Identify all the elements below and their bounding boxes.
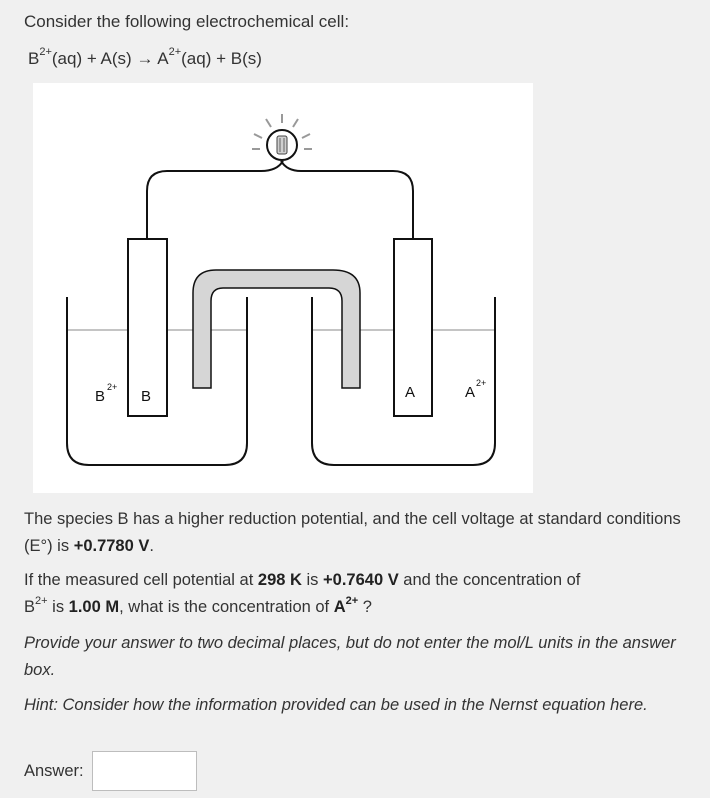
question-intro: Consider the following electrochemical cell: [24, 12, 350, 31]
left-wire [147, 161, 283, 239]
cell-diagram-svg [33, 83, 533, 493]
instruction-text: Provide your answer to two decimal places, but do not enter the mol/L units in the answer box. [24, 634, 676, 679]
hint-text: Hint: Consider how the information provided can be used in the Nernst equation here. [24, 696, 648, 714]
ion-a-charge: 2+ [345, 594, 359, 607]
electrode-b-label: B [141, 388, 152, 405]
paragraph-text: If the measured cell potential at [24, 571, 258, 589]
equation-superscript: 2+ [168, 46, 182, 59]
ion-a-symbol: A [333, 598, 346, 616]
cell-equation [28, 46, 262, 69]
standard-potential-value: +0.7780 V [73, 537, 150, 555]
equation-part: (aq) + A(s) → A [51, 49, 169, 68]
right-ion-charge: 2+ [476, 378, 487, 388]
paragraph-text: , what is the concentration of [119, 598, 334, 616]
ion-b-charge: 2+ [35, 594, 48, 607]
paragraph-text: ? [358, 598, 372, 616]
right-ion-label: A [465, 384, 476, 401]
paragraph-text: . [149, 537, 154, 555]
left-ion-label: B [95, 388, 106, 405]
right-wire [281, 161, 413, 239]
light-bulb-icon [252, 114, 312, 160]
left-ion-charge: 2+ [107, 382, 118, 392]
answer-label: Answer: [24, 762, 84, 780]
answer-input[interactable] [92, 751, 197, 791]
standard-potential-paragraph [24, 506, 694, 560]
equation-superscript: 2+ [39, 46, 52, 59]
salt-bridge [193, 270, 360, 388]
paragraph-text: and the concentration of [398, 571, 581, 589]
equation-part: (aq) + B(s) [181, 49, 262, 68]
paragraph-text: The species B has a higher reduction potential, and the cell voltage at standard conditions (E°) is [24, 510, 681, 555]
measured-potential-value: +0.7640 V [323, 571, 399, 589]
electrode-a-label: A [405, 384, 416, 401]
equation-part: B [28, 49, 40, 68]
concentration-value: 1.00 M [68, 598, 120, 616]
paragraph-text: is [301, 571, 324, 589]
ion-b-symbol: B [24, 598, 36, 616]
measured-potential-paragraph [24, 567, 694, 621]
temperature-value: 298 K [257, 571, 302, 589]
electrochemical-cell-diagram [33, 83, 533, 493]
paragraph-text: is [47, 598, 69, 616]
